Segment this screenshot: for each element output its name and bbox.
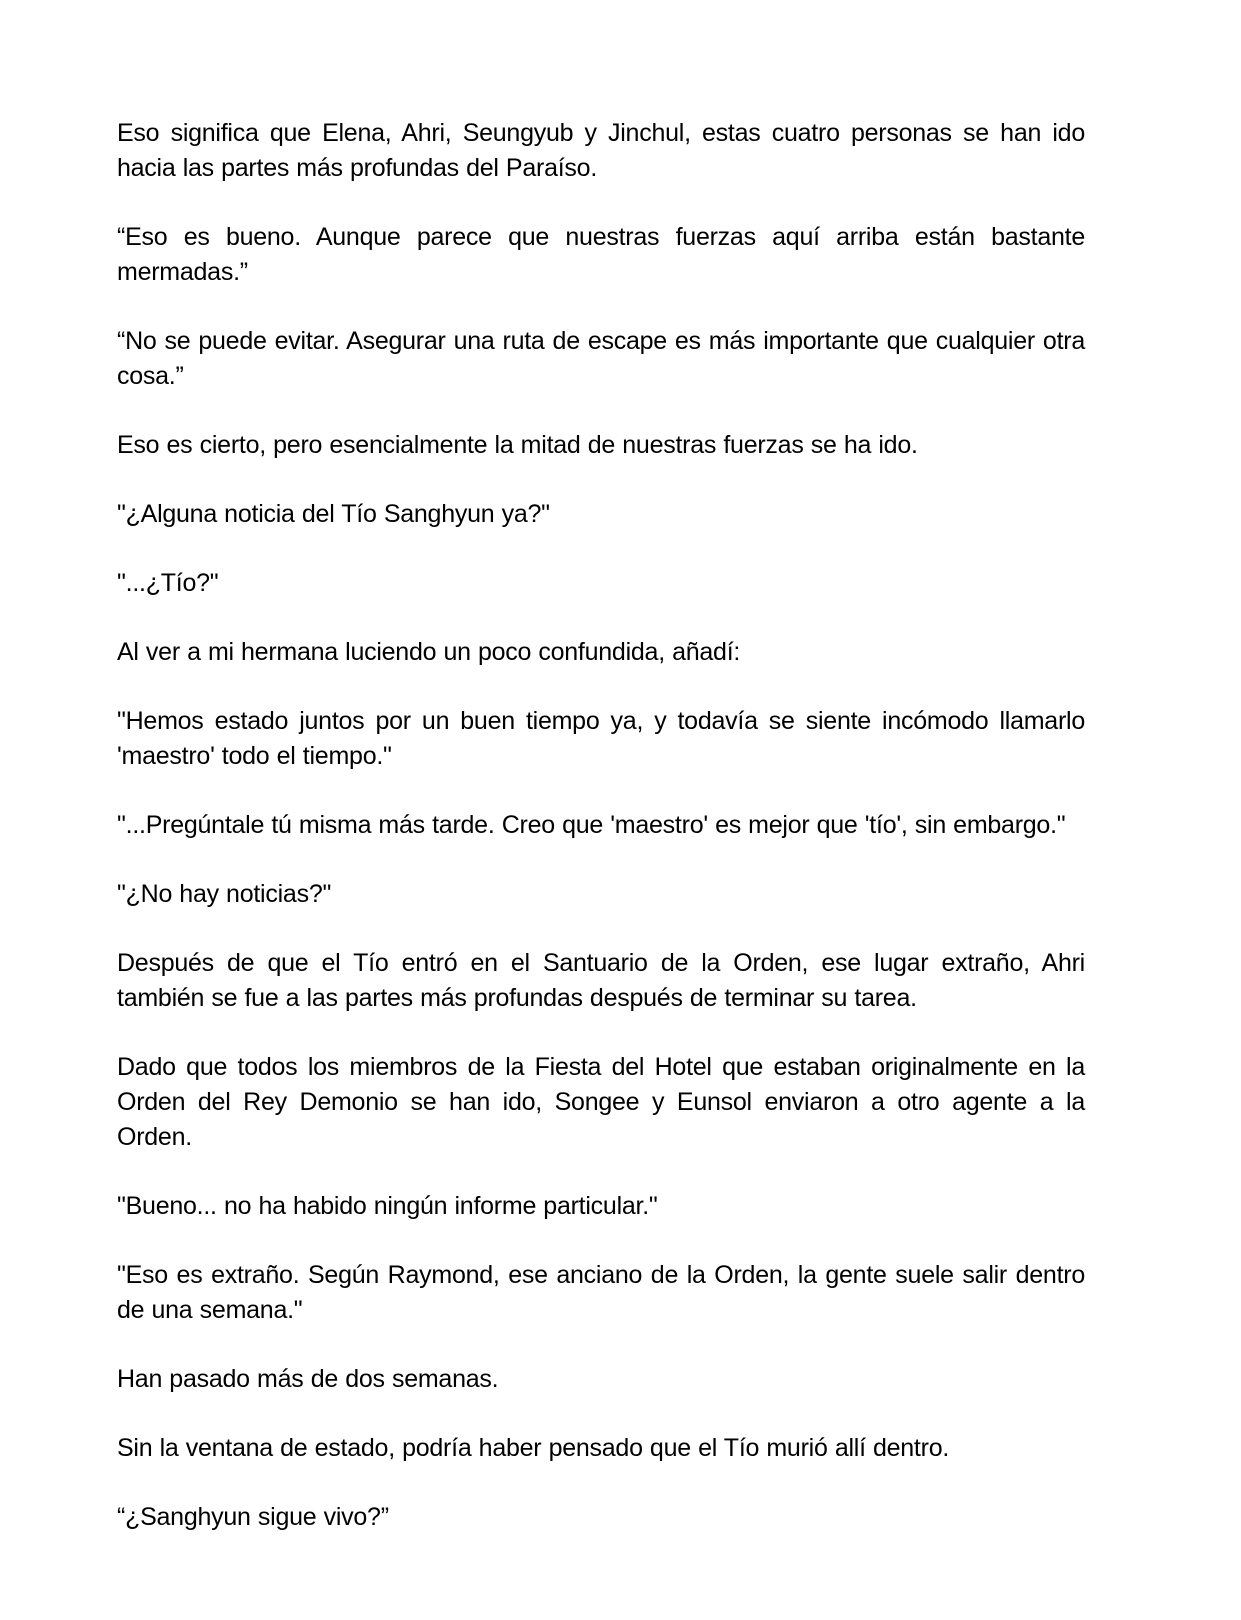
paragraph: Eso significa que Elena, Ahri, Seungyub y Jinchul, estas cuatro personas se han ido hacia las partes más profundas del Paraíso. — [117, 119, 1085, 182]
paragraph: “No se puede evitar. Asegurar una ruta de escape es más importante que cualquier otra cosa.” — [117, 327, 1085, 390]
paragraph: "¿No hay noticias?" — [117, 880, 332, 908]
paragraph: “¿Sanghyun sigue vivo?” — [117, 1503, 389, 1531]
paragraph: "Hemos estado juntos por un buen tiempo ya, y todavía se siente incómodo llamarlo 'maestro' todo el tiempo." — [117, 707, 1085, 770]
paragraph: "Bueno... no ha habido ningún informe particular." — [117, 1192, 658, 1220]
paragraph: Eso es cierto, pero esencialmente la mitad de nuestras fuerzas se ha ido. — [117, 431, 918, 459]
paragraph: Han pasado más de dos semanas. — [117, 1365, 499, 1393]
paragraph: Al ver a mi hermana luciendo un poco confundida, añadí: — [117, 638, 741, 666]
paragraph: "...¿Tío?" — [117, 569, 219, 597]
document-body — [117, 116, 1085, 1535]
paragraph: Dado que todos los miembros de la Fiesta del Hotel que estaban originalmente en la Orden del Rey Demonio se han ido, Songee y Eunsol enviaron a otro agente a la Orden. — [117, 1053, 1085, 1151]
paragraph: "Eso es extraño. Según Raymond, ese anciano de la Orden, la gente suele salir dentro de una semana." — [117, 1261, 1085, 1324]
paragraph: Sin la ventana de estado, podría haber pensado que el Tío murió allí dentro. — [117, 1434, 950, 1462]
paragraph: "¿Alguna noticia del Tío Sanghyun ya?" — [117, 500, 550, 528]
paragraph: Después de que el Tío entró en el Santuario de la Orden, ese lugar extraño, Ahri también se fue a las partes más profundas después de terminar su tarea. — [117, 949, 1085, 1012]
paragraph: “Eso es bueno. Aunque parece que nuestras fuerzas aquí arriba están bastante mermadas.” — [117, 223, 1085, 286]
paragraph: "...Pregúntale tú misma más tarde. Creo que 'maestro' es mejor que 'tío', sin embargo." — [117, 811, 1066, 839]
